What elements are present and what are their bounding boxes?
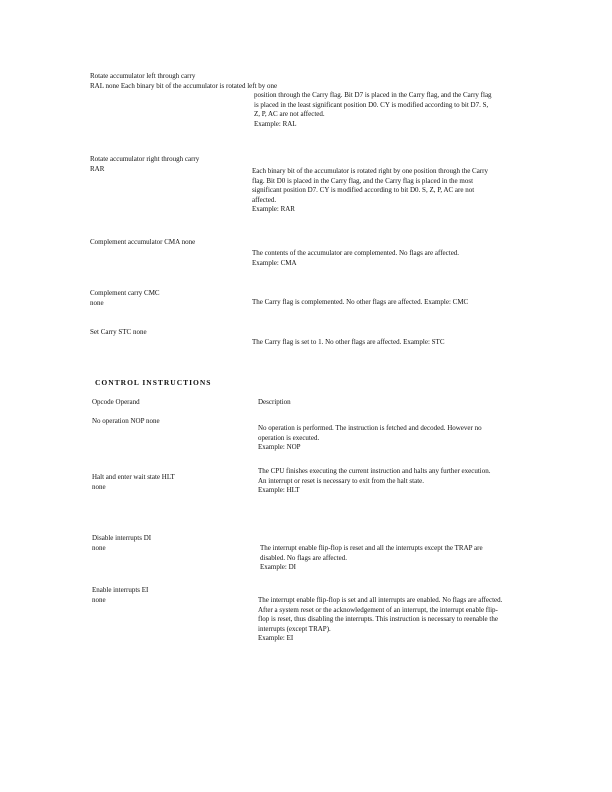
rar-heading: Rotate accumulator right through carry xyxy=(90,155,200,163)
di-description xyxy=(260,544,483,573)
rar-example: Example: RAR xyxy=(252,205,295,213)
di-heading-block xyxy=(92,534,151,553)
ral-desc-line: is placed in the least significant position D0. CY is modified according to bit D7. S, xyxy=(254,100,489,109)
nop-example: Example: NOP xyxy=(258,443,301,451)
section-title: CONTROL INSTRUCTIONS xyxy=(95,378,212,387)
rar-description xyxy=(252,167,488,215)
ei-example: Example: EI xyxy=(258,634,294,642)
column-header-opcode: Opcode Operand xyxy=(92,398,140,406)
ral-heading-block xyxy=(90,72,277,91)
di-example: Example: DI xyxy=(260,563,296,571)
rar-opcode: RAR xyxy=(90,164,105,173)
hlt-heading-block xyxy=(92,473,175,492)
di-desc-line: The interrupt enable flip-flop is reset and all the interrupts except the TRAP are xyxy=(260,544,483,552)
cma-heading: Complement accumulator CMA none xyxy=(90,238,196,246)
rar-heading-block xyxy=(90,155,199,174)
cma-example: Example: CMA xyxy=(252,258,297,267)
rar-desc-line: affected. xyxy=(252,195,277,204)
hlt-example: Example: HLT xyxy=(258,486,300,494)
hlt-heading: Halt and enter wait state HLT xyxy=(92,473,175,481)
di-operand: none xyxy=(92,543,106,552)
stc-description: The Carry flag is set to 1. No other flags are affected. Example: STC xyxy=(252,338,445,346)
nop-description xyxy=(258,424,482,453)
ei-desc-line: interrupts (except TRAP). xyxy=(258,624,331,633)
ei-desc-line: The interrupt enable flip-flop is set and all interrupts are enabled. No flags are affected. xyxy=(258,596,503,604)
ei-desc-line: flop is reset, thus disabling the interrupts. This instruction is necessary to reenable the xyxy=(258,615,498,623)
hlt-operand: none xyxy=(92,482,106,491)
ral-desc-line: position through the Carry flag. Bit D7 is placed in the Carry flag, and the Carry flag xyxy=(254,91,492,99)
hlt-description xyxy=(258,467,491,496)
ral-example: Example: RAL xyxy=(254,119,297,128)
cma-description xyxy=(252,249,459,268)
ei-heading: Enable interrupts EI xyxy=(92,586,149,594)
ei-description xyxy=(258,596,502,644)
hlt-desc-line: An interrupt or reset is necessary to exit from the halt state. xyxy=(258,476,425,485)
hlt-desc-line: The CPU finishes executing the current instruction and halts any further execution. xyxy=(258,467,491,475)
cmc-description: The Carry flag is complemented. No other flags are affected. Example: CMC xyxy=(252,298,469,306)
ral-opcode-line: RAL none Each binary bit of the accumulator is rotated left by one xyxy=(90,81,278,90)
di-desc-line: disabled. No flags are affected. xyxy=(260,553,347,562)
ei-operand: none xyxy=(92,595,106,604)
cmc-heading: Complement carry CMC xyxy=(90,289,160,297)
cma-desc: The contents of the accumulator are complemented. No flags are affected. xyxy=(252,249,460,257)
di-heading: Disable interrupts DI xyxy=(92,534,152,542)
nop-heading: No operation NOP none xyxy=(92,417,160,425)
rar-desc-line: Each binary bit of the accumulator is rotated right by one position through the Carry xyxy=(252,167,488,175)
cmc-operand: none xyxy=(90,298,104,307)
stc-heading: Set Carry STC none xyxy=(90,328,147,336)
nop-desc-line: operation is executed. xyxy=(258,433,320,442)
ral-desc-line: Z, P, AC are not affected. xyxy=(254,110,325,118)
ei-desc-line: After a system reset or the acknowledgement of an interrupt, the interrupt enable flip- xyxy=(258,605,498,614)
rar-desc-line: significant position D7. CY is modified according to bit D0. S, Z, P, AC are not xyxy=(252,186,475,194)
rar-desc-line: flag. Bit D0 is placed in the Carry flag, and the Carry flag is placed in the most xyxy=(252,176,474,185)
ral-heading: Rotate accumulator left through carry xyxy=(90,72,196,80)
ral-description xyxy=(254,91,492,129)
column-header-description: Description xyxy=(258,398,291,406)
ei-heading-block xyxy=(92,586,148,605)
cmc-heading-block xyxy=(90,289,160,308)
nop-desc-line: No operation is performed. The instruction is fetched and decoded. However no xyxy=(258,424,482,432)
